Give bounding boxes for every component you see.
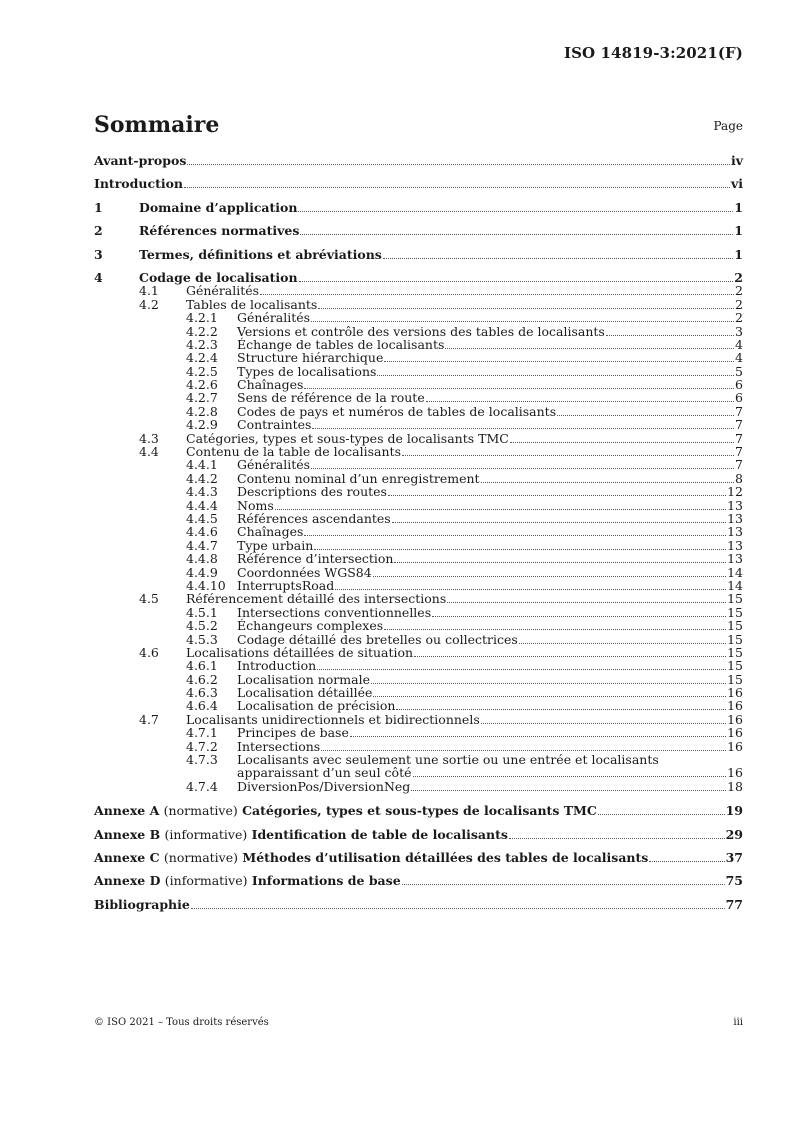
toc-entry-page: 13	[727, 537, 743, 553]
toc-entry-number: 4.4.2	[186, 470, 218, 486]
toc-entry[interactable]	[94, 539, 743, 552]
leader-dots	[191, 908, 725, 909]
leader-dots	[481, 482, 735, 483]
toc-entry-text: Chaînages	[237, 524, 304, 540]
toc-entry[interactable]	[94, 445, 743, 458]
toc-entry-number: 4.4.1	[186, 457, 218, 473]
toc-entry[interactable]	[94, 177, 743, 190]
toc-entry[interactable]	[94, 472, 743, 485]
leader-dots	[300, 234, 733, 235]
toc-entry-text: Informations de base	[251, 873, 401, 889]
toc-entry-text: Domaine d’application	[139, 199, 298, 215]
toc-entry-number: 4.7.4	[186, 778, 218, 794]
leader-dots	[481, 723, 726, 724]
toc-entry-page: 29	[725, 826, 743, 842]
toc-entry-page: 16	[727, 725, 743, 741]
toc-entry-body	[139, 201, 743, 215]
toc-entry-body	[139, 224, 743, 238]
leader-dots	[298, 211, 733, 212]
toc-entry[interactable]	[94, 659, 743, 672]
annex-label: Annexe C	[94, 849, 160, 865]
toc-entry-page: 15	[727, 618, 743, 634]
toc-entry-number: 4.3	[139, 430, 159, 446]
toc-entry[interactable]	[94, 898, 743, 911]
toc-entry[interactable]	[94, 646, 743, 659]
toc-entry-page: 77	[725, 896, 743, 912]
toc-entry-text: Référencement détaillé des intersections	[186, 591, 447, 607]
toc-entry[interactable]	[94, 619, 743, 632]
toc-entry[interactable]	[94, 224, 743, 237]
toc-entry-text: Codage de localisation	[139, 269, 298, 285]
leader-dots	[350, 736, 726, 737]
toc-entry-text: Contenu de la table de localisants	[186, 444, 401, 460]
annex-label: Annexe A	[94, 803, 160, 819]
leader-dots	[275, 509, 726, 510]
leader-dots	[649, 861, 724, 862]
leader-dots	[377, 375, 734, 376]
toc-entry-text: Échangeurs complexes	[237, 618, 384, 634]
toc-entry-text: Identification de table de localisants	[251, 826, 508, 842]
leader-dots	[394, 562, 726, 563]
toc-entry[interactable]	[94, 579, 743, 592]
toc-entry[interactable]	[94, 740, 743, 753]
toc-entry-page: 3	[735, 323, 743, 339]
toc-entry-page: 4	[735, 350, 743, 366]
toc-entry-number: 4.4.7	[186, 537, 218, 553]
toc-entry-text: Avant-propos	[94, 153, 187, 168]
toc-entry-page: 15	[727, 591, 743, 607]
toc-entry[interactable]	[94, 726, 743, 739]
leader-dots	[392, 522, 726, 523]
toc-entry-number: 4.6.3	[186, 685, 218, 701]
toc-entry-number: 4.4.4	[186, 497, 218, 513]
leader-dots	[557, 415, 734, 416]
toc-entry-text: Localisations détaillées de situation	[186, 644, 414, 660]
toc-entry-text: Méthodes d’utilisation détaillées des tables de localisants	[242, 849, 649, 865]
toc-entry[interactable]	[94, 686, 743, 699]
toc-entry-number: 4.4.10	[186, 577, 226, 593]
annex-label: Annexe B	[94, 826, 161, 842]
toc-entry-body	[237, 512, 743, 526]
toc-entry[interactable]	[94, 766, 743, 779]
toc-entry-number: 4.4.9	[186, 564, 218, 580]
toc-entry-page: 12	[727, 484, 743, 500]
toc-entry-page: vi	[730, 176, 743, 192]
toc-entry-text: InterruptsRoad	[237, 577, 335, 593]
toc-entry[interactable]	[94, 391, 743, 404]
toc-entry-page: 16	[727, 698, 743, 714]
toc-entry-text: apparaissant d’un seul côté	[237, 765, 412, 781]
toc-entry-number: 4.1	[139, 283, 159, 299]
toc-entry-text: Types de localisations	[237, 363, 377, 379]
toc-entry-number: 4.2.3	[186, 336, 218, 352]
toc-entry-text: Localisation de précision	[237, 698, 396, 714]
toc-entry-number: 4.6.2	[186, 671, 218, 687]
toc-entry[interactable]	[94, 458, 743, 471]
toc-entry-page: 1	[734, 246, 743, 262]
toc-entry-body	[94, 898, 743, 912]
leader-dots	[510, 442, 734, 443]
toc-entry-body	[237, 753, 743, 766]
toc-entry-page: 7	[735, 417, 743, 433]
toc-entry-text: Codes de pays et numéros de tables de localisants	[237, 403, 557, 419]
toc-entry[interactable]	[94, 673, 743, 686]
toc-entry[interactable]	[94, 405, 743, 418]
leader-dots	[402, 455, 734, 456]
toc-entry-text: Localisation normale	[237, 671, 370, 687]
leader-dots	[414, 656, 726, 657]
toc-entry-text: Descriptions des routes	[237, 484, 387, 500]
toc-entry-number: 4.4	[139, 444, 159, 460]
toc-entry-page: 75	[725, 873, 743, 889]
toc-entry-text: Sens de référence de la route	[237, 390, 425, 406]
toc-entry-text: Tables de localisants	[186, 296, 318, 312]
toc-entry[interactable]	[94, 851, 743, 864]
toc-entry-text: Généralités	[237, 310, 311, 326]
toc-entry-page: 16	[727, 765, 743, 781]
toc-entry-body	[94, 874, 743, 888]
toc-entry-body	[94, 154, 743, 168]
toc-entry-number: 4.6	[139, 644, 159, 660]
leader-dots	[606, 335, 734, 336]
leader-dots	[384, 361, 734, 362]
toc-entry-number: 4.7.1	[186, 725, 218, 741]
toc-entry-text: Contraintes	[237, 417, 312, 433]
annex-label: Annexe D	[94, 873, 161, 889]
toc-entry-text: Principes de base	[237, 725, 349, 741]
toc-entry-page: 1	[734, 223, 743, 239]
toc-entry-page: 15	[727, 631, 743, 647]
toc-entry-number: 4.5.3	[186, 631, 218, 647]
toc-entry-page: 6	[735, 390, 743, 406]
leader-dots	[311, 468, 734, 469]
toc-entry-text: Références normatives	[139, 223, 300, 239]
toc-entry-text: Généralités	[186, 283, 260, 299]
toc-entry-page: 2	[734, 269, 743, 285]
toc-entry-page: 16	[727, 738, 743, 754]
toc-entry-body	[237, 619, 743, 633]
toc-entry-text: Type urbain	[237, 537, 314, 553]
toc-entry-text: Catégories, types et sous-types de localisants TMC	[186, 430, 509, 446]
toc-entry-page: iv	[730, 153, 743, 168]
toc-entry-text: Noms	[237, 497, 274, 513]
toc-entry-number: 4.2.7	[186, 390, 218, 406]
toc-entry-text: Bibliographie	[94, 896, 190, 912]
toc-entry-text: Intersections	[237, 738, 321, 754]
annex-kind: (informative)	[164, 873, 248, 889]
annex-kind: (normative)	[163, 803, 238, 819]
toc-entry[interactable]	[94, 311, 743, 324]
toc-entry-number: 4.2.2	[186, 323, 218, 339]
toc-entry[interactable]	[94, 606, 743, 619]
toc-entry-page: 6	[735, 377, 743, 393]
toc-entry-page: 7	[735, 430, 743, 446]
toc-entry-text: Intersections conventionnelles	[237, 604, 432, 620]
leader-dots	[187, 164, 730, 165]
toc-entry-page: 13	[727, 497, 743, 513]
toc-entry-number: 4.2.1	[186, 310, 218, 326]
toc-entry-number: 4.2.8	[186, 403, 218, 419]
toc-entry[interactable]	[94, 325, 743, 338]
toc-entry[interactable]	[94, 284, 743, 297]
toc-entry-number: 4.6.4	[186, 698, 218, 714]
toc-entry[interactable]	[94, 633, 743, 646]
footer-page-number: iii	[733, 1017, 743, 1028]
toc-entry-body	[237, 405, 743, 419]
toc-entry-number: 4.4.5	[186, 510, 218, 526]
toc-entry-number: 4.4.6	[186, 524, 218, 540]
toc-entry-number: 4.2.5	[186, 363, 218, 379]
leader-dots	[384, 629, 726, 630]
leader-dots	[383, 258, 733, 259]
toc-entry-number: 4.7	[139, 711, 159, 727]
toc-entry[interactable]	[94, 512, 743, 525]
toc-entry-text: Échange de tables de localisants	[237, 336, 445, 352]
leader-dots	[304, 388, 734, 389]
toc-entry-number: 4.2	[139, 296, 159, 312]
leader-dots	[388, 495, 726, 496]
leader-dots	[432, 616, 726, 617]
toc-entry-page: 16	[727, 685, 743, 701]
toc-entry-body	[237, 485, 743, 499]
toc-entry-body	[94, 851, 743, 865]
leader-dots	[447, 602, 726, 603]
leader-dots	[317, 669, 726, 670]
leader-dots	[598, 814, 725, 815]
toc-entry[interactable]	[94, 525, 743, 538]
toc-entry-page: 19	[725, 803, 743, 819]
leader-dots	[426, 401, 734, 402]
toc-entry-page: 5	[735, 363, 743, 379]
leader-dots	[314, 549, 726, 550]
leader-dots	[373, 696, 726, 697]
toc-entry-page: 13	[727, 551, 743, 567]
toc-entry-text: Versions et contrôle des versions des tables de localisants	[237, 323, 605, 339]
leader-dots	[311, 321, 734, 322]
leader-dots	[413, 776, 727, 777]
toc-entry-page: 14	[727, 577, 743, 593]
toc-entry[interactable]	[94, 780, 743, 793]
leader-dots	[299, 281, 734, 282]
toc-entry-number: 4.5.2	[186, 618, 218, 634]
document-header-standard: ISO 14819-3:2021(F)	[563, 44, 743, 62]
toc-entry-page: 4	[735, 336, 743, 352]
toc-entry-page: 15	[727, 658, 743, 674]
leader-dots	[519, 643, 726, 644]
toc-entry-number: 4.6.1	[186, 658, 218, 674]
toc-entry-page: 7	[735, 457, 743, 473]
toc-entry[interactable]	[94, 271, 743, 284]
toc-entry[interactable]	[94, 154, 743, 167]
toc-entry-text: Coordonnées WGS84	[237, 564, 372, 580]
toc-entry[interactable]	[94, 418, 743, 431]
toc-entry-body	[94, 804, 743, 818]
toc-entry-text: Références ascendantes	[237, 510, 391, 526]
toc-entry-page: 15	[727, 644, 743, 660]
toc-entry[interactable]	[94, 713, 743, 726]
toc-entry-page: 13	[727, 510, 743, 526]
leader-dots	[373, 576, 726, 577]
toc-entry[interactable]	[94, 378, 743, 391]
toc-entry-page: 2	[735, 310, 743, 326]
toc-entry[interactable]	[94, 351, 743, 364]
toc-entry-text: Codage détaillé des bretelles ou collectrices	[237, 631, 518, 647]
toc-entry[interactable]	[94, 201, 743, 214]
toc-title: Sommaire	[94, 112, 220, 138]
toc-entry[interactable]	[94, 566, 743, 579]
toc-entry-text: Chaînages	[237, 377, 304, 393]
toc-entry-page: 13	[727, 524, 743, 540]
leader-dots	[304, 535, 726, 536]
table-of-contents	[94, 154, 743, 911]
toc-entry-text: Introduction	[237, 658, 317, 674]
toc-entry-page: 16	[727, 711, 743, 727]
toc-entry-text: Introduction	[94, 176, 184, 192]
toc-entry-number: 4.2.6	[186, 377, 218, 393]
leader-dots	[321, 750, 726, 751]
toc-entry[interactable]	[94, 699, 743, 712]
toc-entry[interactable]	[94, 248, 743, 261]
toc-entry[interactable]	[94, 828, 743, 841]
leader-dots	[371, 683, 726, 684]
toc-entry-page: 2	[735, 283, 743, 299]
toc-entry-page: 15	[727, 671, 743, 687]
toc-entry-body	[94, 177, 743, 191]
toc-entry[interactable]	[94, 592, 743, 605]
toc-entry-text: Localisants unidirectionnels et bidirectionnels	[186, 711, 480, 727]
toc-entry[interactable]	[94, 753, 743, 766]
toc-entry[interactable]	[94, 874, 743, 887]
toc-entry[interactable]	[94, 338, 743, 351]
toc-entry-page: 1	[734, 199, 743, 215]
toc-entry-page: 7	[735, 444, 743, 460]
toc-entry-text: Termes, définitions et abréviations	[139, 246, 382, 262]
toc-entry-body	[237, 780, 743, 794]
toc-entry[interactable]	[94, 552, 743, 565]
toc-entry-page: 7	[735, 403, 743, 419]
toc-entry-number: 1	[94, 199, 103, 215]
leader-dots	[396, 709, 726, 710]
toc-entry-page: 2	[735, 296, 743, 312]
toc-entry[interactable]	[94, 499, 743, 512]
toc-entry-text: Référence d’intersection	[237, 551, 394, 567]
toc-entry[interactable]	[94, 365, 743, 378]
toc-entry-text: Localisation détaillée	[237, 685, 373, 701]
toc-entry-number: 2	[94, 223, 103, 239]
toc-entry-page: 37	[725, 849, 743, 865]
toc-entry-number: 4.4.8	[186, 551, 218, 567]
leader-dots	[445, 348, 734, 349]
leader-dots	[260, 294, 734, 295]
toc-entry[interactable]	[94, 485, 743, 498]
page-column-label: Page	[713, 119, 743, 133]
toc-entry-number: 4.4.3	[186, 484, 218, 500]
toc-entry-number: 4.7.2	[186, 738, 218, 754]
toc-entry[interactable]	[94, 804, 743, 817]
toc-entry-number: 4	[94, 269, 103, 285]
toc-entry-body	[237, 365, 743, 379]
annex-kind: (normative)	[163, 849, 238, 865]
toc-entry-number: 4.5.1	[186, 604, 218, 620]
toc-entry-text: Structure hiérarchique	[237, 350, 384, 366]
annex-kind: (informative)	[164, 826, 248, 842]
toc-entry-number: 4.2.9	[186, 417, 218, 433]
toc-entry-page: 18	[727, 778, 743, 794]
footer-copyright: © ISO 2021 – Tous droits réservés	[94, 1017, 269, 1028]
toc-entry-body	[139, 248, 743, 262]
toc-entry-text: Généralités	[237, 457, 311, 473]
toc-entry-number: 4.5	[139, 591, 159, 607]
leader-dots	[402, 884, 725, 885]
toc-entry-body	[94, 828, 743, 842]
leader-dots	[184, 187, 730, 188]
toc-entry-number: 3	[94, 246, 103, 262]
toc-entry-text: Localisants avec seulement une sortie ou une entrée et localisants	[237, 752, 659, 768]
toc-entry-number: 4.2.4	[186, 350, 218, 366]
toc-entry-number: 4.7.3	[186, 752, 218, 768]
toc-entry-page: 14	[727, 564, 743, 580]
toc-entry-page: 15	[727, 604, 743, 620]
leader-dots	[312, 428, 734, 429]
leader-dots	[411, 790, 726, 791]
toc-entry[interactable]	[94, 432, 743, 445]
leader-dots	[509, 838, 725, 839]
leader-dots	[335, 589, 726, 590]
toc-entry-text: Catégories, types et sous-types de localisants TMC	[242, 803, 597, 819]
toc-entry-page: 8	[735, 470, 743, 486]
toc-entry-text: Contenu nominal d’un enregistrement	[237, 470, 480, 486]
toc-entry-text: DiversionPos/DiversionNeg	[237, 778, 411, 794]
leader-dots	[318, 308, 734, 309]
toc-entry[interactable]	[94, 298, 743, 311]
